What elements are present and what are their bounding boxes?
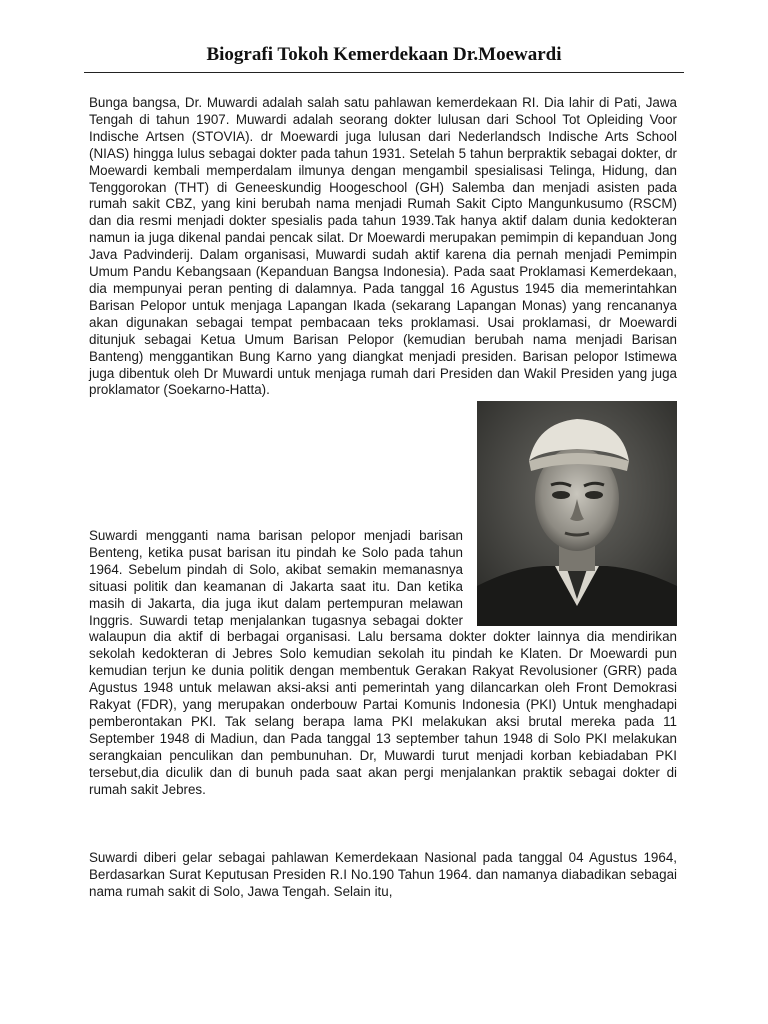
page-title: Biografi Tokoh Kemerdekaan Dr.Moewardi xyxy=(84,44,684,73)
paragraph-1-text: Bunga bangsa, Dr. Muwardi adalah salah satu pahlawan kemerdekaan RI. Dia lahir di Pati, Jawa Tengah di tahun 1907. Muwardi adalah seorang dokter lulusan dari School Tot Opleiding Voor Indische Artsen (STOVIA). dr Moewardi juga lulusan dari Nederlandsch Indische Arts School (NIAS) hingga lulus sebagai dokter pada tahun 1931. Setelah 5 tahun berpraktik sebagai dokter, dr Moewardi kembali memperdalam ilmunya dengan mengambil spesialisasi Telinga, Hidung, dan Tenggorokan (THT) di Geneeskundig Hoogeschool (GH) Salemba dan menjadi asisten pada rumah sakit CBZ, yang kini berubah nama menjadi Rumah Sakit Cipto Mangunkusumo (RSCM) dan dia resmi menjadi dokter spesialis pada tahun 1939.Tak hanya aktif dalam dunia kedokteran namun ia juga dikenal pandai pencak silat. Dr Moewardi merupakan pemimpin di kepanduan Jong Java Padvinderij. Dalam organisasi, Muwardi sudah aktif karena dia pernah menjadi Pemimpin Umum Pandu Kebangsaan (Kepanduan Bangsa Indonesia). Pada saat Proklamasi Kemerdekaan, dia mempunyai peran penting di dalamnya. Pada tanggal 16 Agustus 1945 dia memerintahkan Barisan Pelopor untuk menjaga Lapangan Ikada (sekarang Lapangan Monas) yang rencananya akan digunakan sebagai tempat pembacaan teks proklamasi. Usai proklamasi, dr Moewardi ditunjuk sebagai Ketua Umum Barisan Pelopor (kemudian berubah nama menjadi Barisan Banteng) menggantikan Bung Karno yang diangkat menjadi presiden. Barisan pelopor Istimewa juga dibentuk oleh Dr Muwardi untuk menjaga rumah dari Presiden dan Wakil Presiden yang juga proklamator (Soekarno-Hatta). xyxy=(89,95,677,398)
paragraph-3 xyxy=(89,850,677,901)
paragraph-2-text: Suwardi mengganti nama barisan pelopor menjadi barisan Benteng, ketika pusat barisan itu pindah ke Solo pada tahun 1964. Sebelum pindah di Solo, akibat semakin memanasnya situasi politik dan keamanan di Jakarta saat itu. Dan ketika masih di Jakarta, dia juga ikut dalam pertempuran melawan Inggris. Suwardi tetap menjalankan tugasnya sebagai dokter walaupun dia aktif di berbagai organisasi. Lalu bersama dokter dokter lainnya dia mendirikan sekolah kedokteran di Jebres Solo kemudian sekolah itu pindah ke Klaten. Dr Moewardi pun kemudian terjun ke dunia politik dengan membentuk Gerakan Rakyat Revolusioner (GRR) pada Agustus 1948 untuk melawan aksi-aksi anti pemerintah yang dilancarkan oleh Front Demokrasi Rakyat (FDR), yang merupakan onderbouw Partai Komunis Indonesia (PKI) Untuk menghadapi pemberontakan PKI. Tak selang berapa lama PKI melakukan aksi brutal mereka pada 11 September 1948 di Madiun, dan Pada tanggal 13 september tahun 1948 di Solo PKI melakukan serangkaian penculikan dan pembunuhan. Dr, Muwardi turut menjadi korban kebiadaban PKI tersebut,dia diculik dan di bunuh pada saat akan pergi menjalankan praktik sebagai dokter di rumah sakit Jebres. xyxy=(89,528,677,797)
portrait-photo-icon xyxy=(477,401,677,626)
paragraph-3-text: Suwardi diberi gelar sebagai pahlawan Kemerdekaan Nasional pada tanggal 04 Agustus 1964, Berdasarkan Surat Keputusan Presiden R.I No.190 Tahun 1964. dan namanya diabadikan sebagai nama rumah sakit di Solo, Jawa Tengah. Selain itu, xyxy=(89,850,677,899)
paragraph-1 xyxy=(89,95,677,399)
portrait-photo xyxy=(477,401,677,626)
